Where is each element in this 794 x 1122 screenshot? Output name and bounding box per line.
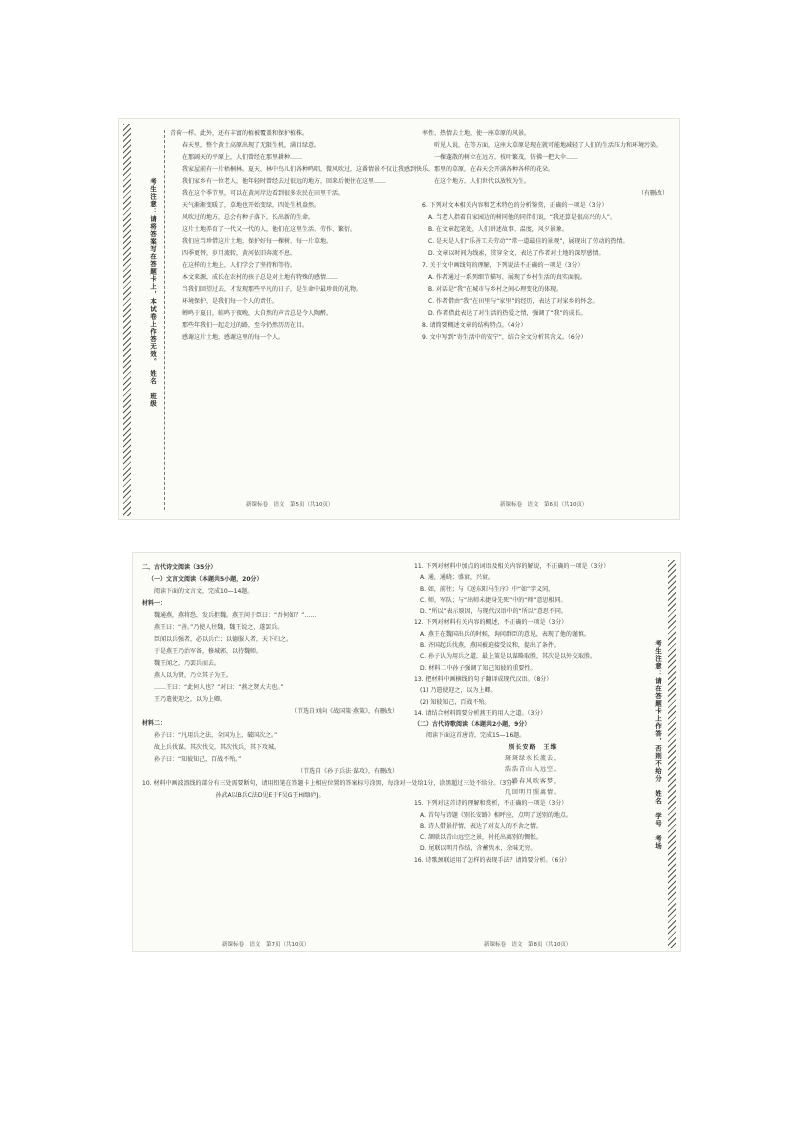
p5-line: 这片土地养育了一代又一代的人，他们在这里生活、劳作、繁衍。 — [182, 226, 357, 233]
p7-line: 燕人以为贤，乃立其子为王。 — [154, 672, 233, 679]
question: 7. 关于文中画线句的理解，下列说法不正确的一项是（3分） — [422, 262, 584, 269]
page-8 — [414, 562, 652, 934]
p5-line: 环境保护，是我们每一个人的责任。 — [182, 298, 279, 305]
p6-line: 在这个地方，人们世代以放牧为生。 — [434, 178, 531, 185]
p5-line: 我在这个季节里，可以在黄河岸边看到很多农民在田里干活。 — [182, 190, 345, 197]
p5-line: 风吹过的地方，总会有种子落下，长出新的生命。 — [182, 214, 315, 221]
p5-line: 蝉鸣于夏日，蛙鸣于夜晚，大自然的声音总是令人陶醉。 — [182, 310, 333, 317]
section-heading: 二、古代诗文阅读（35分） — [142, 564, 217, 571]
option: A. 燕王在魏国出兵的时候，询问群臣的意见，表现了他的谨慎。 — [420, 630, 590, 638]
p7-line: 王乃遣使迎之，以为上卿。 — [154, 696, 227, 703]
poem-title: 别长安路 王维 — [508, 743, 558, 751]
p7-line: 燕王曰：“善。”乃使人往魏，魏王说之，遂罢兵。 — [154, 624, 284, 631]
question: 8. 请简要概述文章的结构特点。（4分） — [422, 322, 527, 329]
p5-line: 青荷一样。此外，还有丰富的植被覆盖和保护植株。 — [170, 130, 309, 137]
page-6-footer: 新课标卷 语文 第6页（共10页） — [500, 502, 588, 508]
p6-line: 率性、热情去土地，使一座草原的风景。 — [422, 130, 531, 137]
option: D. 作者借此表达了对生活的热爱之情，强调了“我”的成长。 — [428, 310, 587, 317]
question: 14. 请结合材料简要分析燕王的用人之道。（3分） — [414, 709, 547, 717]
p5-line: 在那阔天的平原上，人们曾经在那里耕种…… — [182, 154, 303, 161]
p5-line: 本文来源，成长在农村的孩子总是对土地有特殊的感情…… — [182, 274, 339, 281]
translation-item: (2) 知彼知己，百战不殆。 — [420, 698, 491, 706]
p7-line: 孙子曰：“凡用兵之法，全国为上，破国次之。” — [154, 732, 278, 739]
option: B. 诗人借景抒情，表达了对友人的不舍之情。 — [420, 822, 542, 830]
question: 6. 下列对文本相关内容和艺术特色的分析鉴赏，正确的一项是（3分） — [422, 202, 608, 209]
p7-line: ……王曰：“此何人也？”对曰：“燕之贤大夫也。” — [154, 684, 284, 691]
p5-line: 感谢这片土地，感谢这里的每一个人。 — [182, 334, 285, 341]
option: C. 颔联以青山远空之景，衬托出离别的惆怅。 — [420, 834, 543, 842]
binding-strip-right — [668, 560, 678, 948]
p7-line: 阅读下面的文言文，完成10—14题。 — [154, 588, 254, 595]
question: 10. 材料中画波浪线的部分有三处需要断句，请用铅笔在答题卡上相应位置的答案标号涂黑，每涂对一处给1分，涂黑超过三处不给分。（3分） — [142, 780, 519, 787]
p6-line: 听见人说，在等方面，这座大草原是现在就可能地减轻了人们的生活压力和环境污染。 — [434, 142, 663, 149]
p7-line: 臣闻以兵强者，必以兵亡；以德服人者，天下归之。 — [154, 636, 293, 643]
binding-strip-left — [123, 124, 133, 516]
question: 9. 文中写到“寄生活中的安宁”，结合全文分析其含义。（6分） — [422, 334, 587, 341]
option: B. 在文章起笔处，人们讲述故事、温度，风夕景象。 — [428, 226, 568, 233]
poem-line: 浩浩青山入远空。 — [504, 766, 561, 774]
question: 13. 把材料中画横线的句子翻译成现代汉语。（8分） — [414, 675, 553, 683]
option: A. 通，通晓；盛衰，兴衰。 — [420, 574, 494, 582]
option: C. 是天是人们“乐善工夫劳动”“常一道最佳的景观”，展现出了劳动的热情。 — [428, 238, 629, 245]
translation-item: (1) 乃遣使迎之，以为上卿。 — [420, 687, 497, 695]
p5-line: 我们应当珍惜这片土地，保护好每一棵树、每一片草地。 — [182, 238, 333, 245]
question: 16. 诗歌颈联运用了怎样的表现手法？请简要分析。（6分） — [414, 856, 571, 864]
poem-line: 一路春风吹客梦， — [504, 777, 561, 785]
p7-line: 孙子曰：“知彼知己，百战不殆。” — [154, 756, 242, 763]
gutter-rule-left — [164, 130, 165, 510]
p7-source: （节选自刘向《战国策·燕策》，有删改） — [291, 708, 398, 715]
material-heading: 材料一： — [142, 600, 167, 607]
material-heading: 材料二： — [142, 720, 167, 727]
p5-line: 春天里，整个黄土高原出现了无限生机，满目绿意。 — [182, 142, 321, 149]
binding-note-right: 考生注意：请在答题卡上作答，否则不给分 姓名 学号 考场 — [654, 640, 662, 850]
p6-line: 一棵蓬散的树立在远方，枝叶繁茂，仿佛一把大伞…… — [434, 154, 579, 161]
question: 12. 下列对材料有关内容的概述，不正确的一项是（3分） — [414, 619, 568, 627]
p7-line: 魏通燕，燕将恐，发兵拒魏。燕王问于臣曰：“吾何如？”…… — [154, 612, 317, 619]
p5-line: 天气渐渐变暖了，草地也开始变绿，四处生机盎然。 — [182, 202, 321, 209]
option: C. 作者借由“我”在田里与“家里”的经历，表达了对家乡的怀念。 — [428, 298, 599, 305]
page-5-footer: 新课标卷 语文 第5页（共10页） — [246, 502, 334, 508]
option: D. 尾联以明月作结，含蓄隽永，余味无穷。 — [420, 845, 537, 853]
question: 15. 下列对这首诗的理解和赏析，不正确的一项是（3分） — [414, 800, 568, 808]
p5-line: 在这样的土地上，人们学会了坚持和等待。 — [182, 262, 297, 269]
option: D. “所以”表示原因，与现代汉语中的“所以”意思不同。 — [420, 608, 567, 616]
p5-line: 我家屋前有一片梧桐林。夏天，林中鸟儿们各种鸣唱，微风吹过，这番情景不仅让我感到快乐。 — [182, 166, 435, 173]
question: 11. 下列对材料中加点的词语及相关内容的解说，不正确的一项是（3分） — [414, 563, 610, 570]
option: A. 首句与诗题《别长安路》相呼应，点明了送别的地点。 — [420, 811, 572, 819]
p5-line: 四季更替，岁月流转，黄河依旧奔流不息。 — [182, 250, 297, 257]
option: D. 材料二中孙子强调了知己知彼的重要性。 — [420, 664, 537, 672]
option: B. 对话是“我”在城市与乡村之间心理变化的体现。 — [428, 286, 563, 293]
page-7-footer: 新课标卷 语文 第7页（共10页） — [222, 942, 310, 948]
binding-note-left: 考生注意：请将答案写在答题卡上，本试卷上作答无效。 姓名 班级 — [149, 178, 157, 408]
option: B. 如，前往；与《送东阳马生序》中“如”字义同。 — [420, 585, 555, 593]
page-8-footer: 新课标卷 语文 第8页（共10页） — [484, 942, 572, 948]
p5-line: 我们家乡有一位老人，他年轻时曾经去过很远的地方，回来后便住在这里…… — [182, 178, 387, 185]
option: C. 师，军队；与“出师未捷身先死”中的“师”意思相同。 — [420, 596, 567, 604]
poem-line: 几回明月照离情。 — [504, 788, 561, 796]
page-6 — [422, 128, 668, 494]
option: C. 孙子认为用兵之道，最上策是以谋略取胜，其次是以外交取胜。 — [420, 653, 597, 661]
p5-line: 那些年我们一起走过的路，至今仍然历历在目。 — [182, 322, 309, 329]
poem-line: 斑斑绿水长流去， — [504, 755, 561, 763]
p5-line: 当我们回望过去，才发现那些平凡的日子，是生命中最珍贵的礼物。 — [182, 286, 363, 293]
subsection-heading: （二）古代诗歌阅读（本题共2小题，9分） — [414, 721, 531, 729]
p7-line: 魏王闻之，乃罢兵而去。 — [154, 660, 221, 667]
p7-line: 于是燕王乃治军备，修城郭，以待魏师。 — [154, 648, 263, 655]
subsection-heading: （一）文言文阅读（本题共5小题，20分） — [148, 576, 263, 583]
option: D. 文章以时间为线索，贯穿全文，表达了作者对土地的深厚感情。 — [428, 250, 605, 257]
p6-source: （有删改） — [637, 190, 668, 197]
option: A. 作者通过一系列细节描写，展现了乡村生活的真实面貌。 — [428, 274, 586, 281]
option: A. 当老人指着自家园边的树同他的同伴们说，“我还算是很高兴的人”。 — [428, 214, 617, 221]
p7-source: （节选自《孙子兵法·谋攻》，有删改） — [297, 768, 398, 775]
p8-line: 阅读下面这首唐诗，完成15—16题。 — [426, 732, 526, 740]
p7-line: 故上兵伐谋，其次伐交，其次伐兵，其下攻城。 — [154, 744, 281, 751]
page-5 — [170, 128, 435, 494]
punctuation-item: 孙武A以B兵C法D见E于F吴G王H阖I庐J。 — [215, 792, 325, 799]
option: B. 齐国起兵伐燕，燕国被迫接受议和，提出了条件。 — [420, 642, 560, 650]
p6-line: 那里的草原，在春天会开满各种各样的花朵。 — [434, 166, 555, 173]
